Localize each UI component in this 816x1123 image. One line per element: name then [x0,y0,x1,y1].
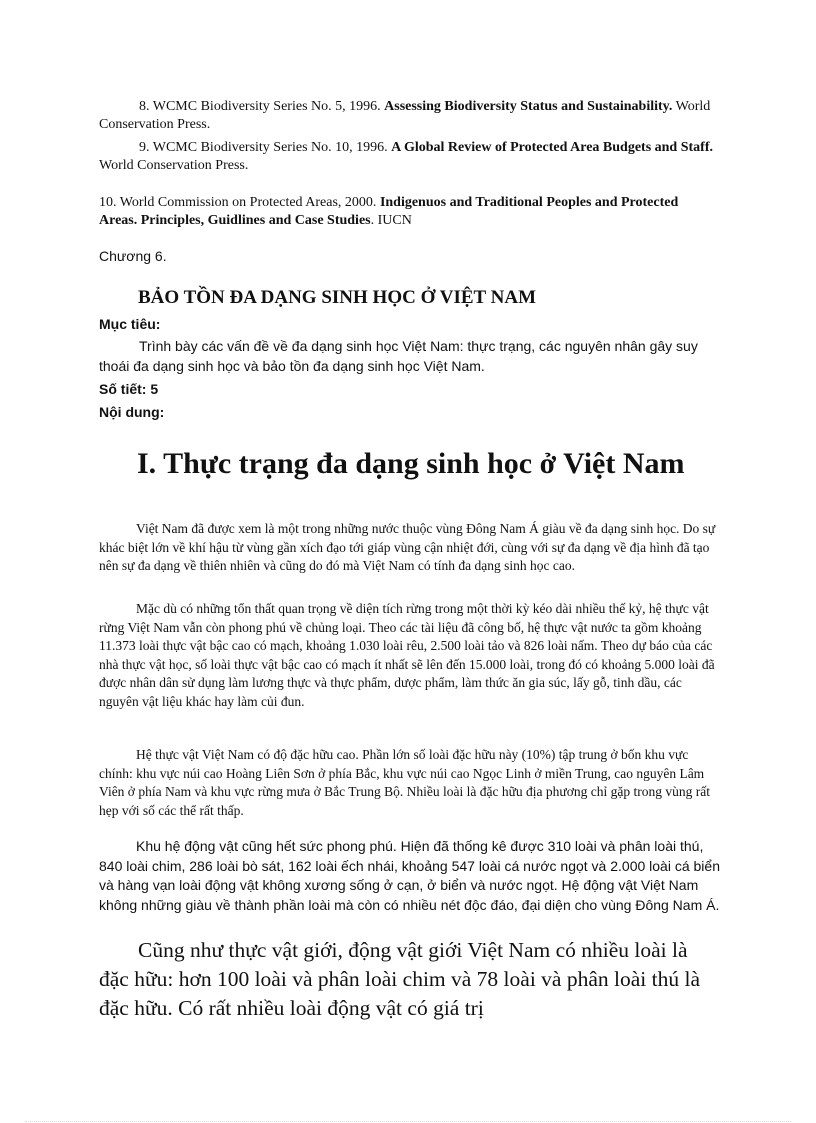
section-heading: I. Thực trạng đa dạng sinh học ở Việt Nam [137,447,685,480]
reference-10-suffix: . IUCN [370,213,412,228]
objective-text: Trình bày các vấn đề về đa dạng sinh học Việt Nam: thực trạng, các nguyên nhân gây suy thoái đa dạng sinh học và bảo tồn đa dạng sinh học Việt Nam. [99,338,698,374]
reference-8-prefix: 8. WCMC Biodiversity Series No. 5, 1996. [139,99,385,114]
periods-label: Số tiết: 5 [99,381,159,397]
chapter-title: BẢO TỒN ĐA DẠNG SINH HỌC Ở VIỆT NAM [138,287,537,308]
reference-8-title: Assessing Biodiversity Status and Sustainability. [384,99,673,114]
chapter-number: Chương 6. [99,248,167,264]
paragraph-2: Mặc dù có những tổn thất quan trọng về diện tích rừng trong một thời kỳ kéo dài nhiều thế kỷ, hệ thực vật rừng Việt Nam vẫn còn phong phú về chủng loại. Theo các tài liệu đã công bố, hệ thực vật nước ta gồm khoảng 11.373 loài thực vật bậc cao có mạch, khoảng 1.030 loài rêu, 2.500 loài tảo và 826 loài nấm. Theo dự báo của các nhà thực vật học, số loài thực vật bậc cao có mạch ít nhất sẽ lên đến 15.000 loài, trong đó có khoảng 5.000 loài đã được nhân dân sử dụng làm lương thực và thực phẩm, dược phẩm, làm thức ăn gia súc, lấy gỗ, tinh dầu, các nguyên vật liệu khác hay làm củi đun. [99,601,715,709]
reference-9-title: A Global Review of Protected Area Budgets and Staff. [391,140,713,155]
paragraph-1: Việt Nam đã được xem là một trong những nước thuộc vùng Đông Nam Á giàu về đa dạng sinh học. Do sự khác biệt lớn về khí hậu từ vùng gần xích đạo tới giáp vùng cận nhiệt đới, cùng với sự đa dạng về địa hình đã tạo nên sự đa dạng về thiên nhiên và cũng do đó mà Việt Nam có tính đa dạng sinh học cao. [99,521,716,573]
content-label: Nội dung: [99,404,165,420]
reference-10-prefix: 10. World Commission on Protected Areas, 2000. [99,195,380,210]
objective-label: Mục tiêu: [99,316,161,332]
reference-9-suffix: World Conservation Press. [99,158,249,173]
reference-9 [99,139,719,175]
reference-9-prefix: 9. WCMC Biodiversity Series No. 10, 1996. [139,140,392,155]
page-bottom-divider [25,1121,791,1122]
reference-10 [99,194,719,230]
reference-8 [99,98,719,134]
paragraph-3: Hệ thực vật Việt Nam có độ đặc hữu cao. Phần lớn số loài đặc hữu này (10%) tập trung ở bốn khu vực chính: khu vực núi cao Hoàng Liên Sơn ở phía Bắc, khu vực núi cao Ngọc Linh ở miền Trung, cao nguyên Lâm Viên ở phía Nam và khu vực rừng mưa ở Bắc Trung Bộ. Nhiều loài là đặc hữu địa phương chỉ gặp trong vùng rất hẹp với số các thể rất thấp. [99,747,710,818]
reference-8-suffix: World Conservation Press. [99,99,711,132]
paragraph-4: Khu hệ động vật cũng hết sức phong phú. Hiện đã thống kê được 310 loài và phân loài thú, 840 loài chim, 286 loài bò sát, 162 loài ếch nhái, khoảng 547 loài cá nước ngọt và 2.000 loài cá biển và hàng vạn loài động vật không xương sống ở cạn, ở biển và nước ngọt. Hệ động vật Việt Nam không những giàu về thành phần loài mà còn có nhiều nét độc đáo, đại diện cho vùng Đông Nam Á. [99,838,720,913]
reference-10-title: Indigenuos and Traditional Peoples and Protected Areas. Principles, Guidlines and Case Studies [99,195,679,228]
paragraph-5: Cũng như thực vật giới, động vật giới Việt Nam có nhiều loài là đặc hữu: hơn 100 loài và phân loài chim và 78 loài và phân loài thú là đặc hữu. Có rất nhiều loài động vật có giá trị [99,938,700,1020]
